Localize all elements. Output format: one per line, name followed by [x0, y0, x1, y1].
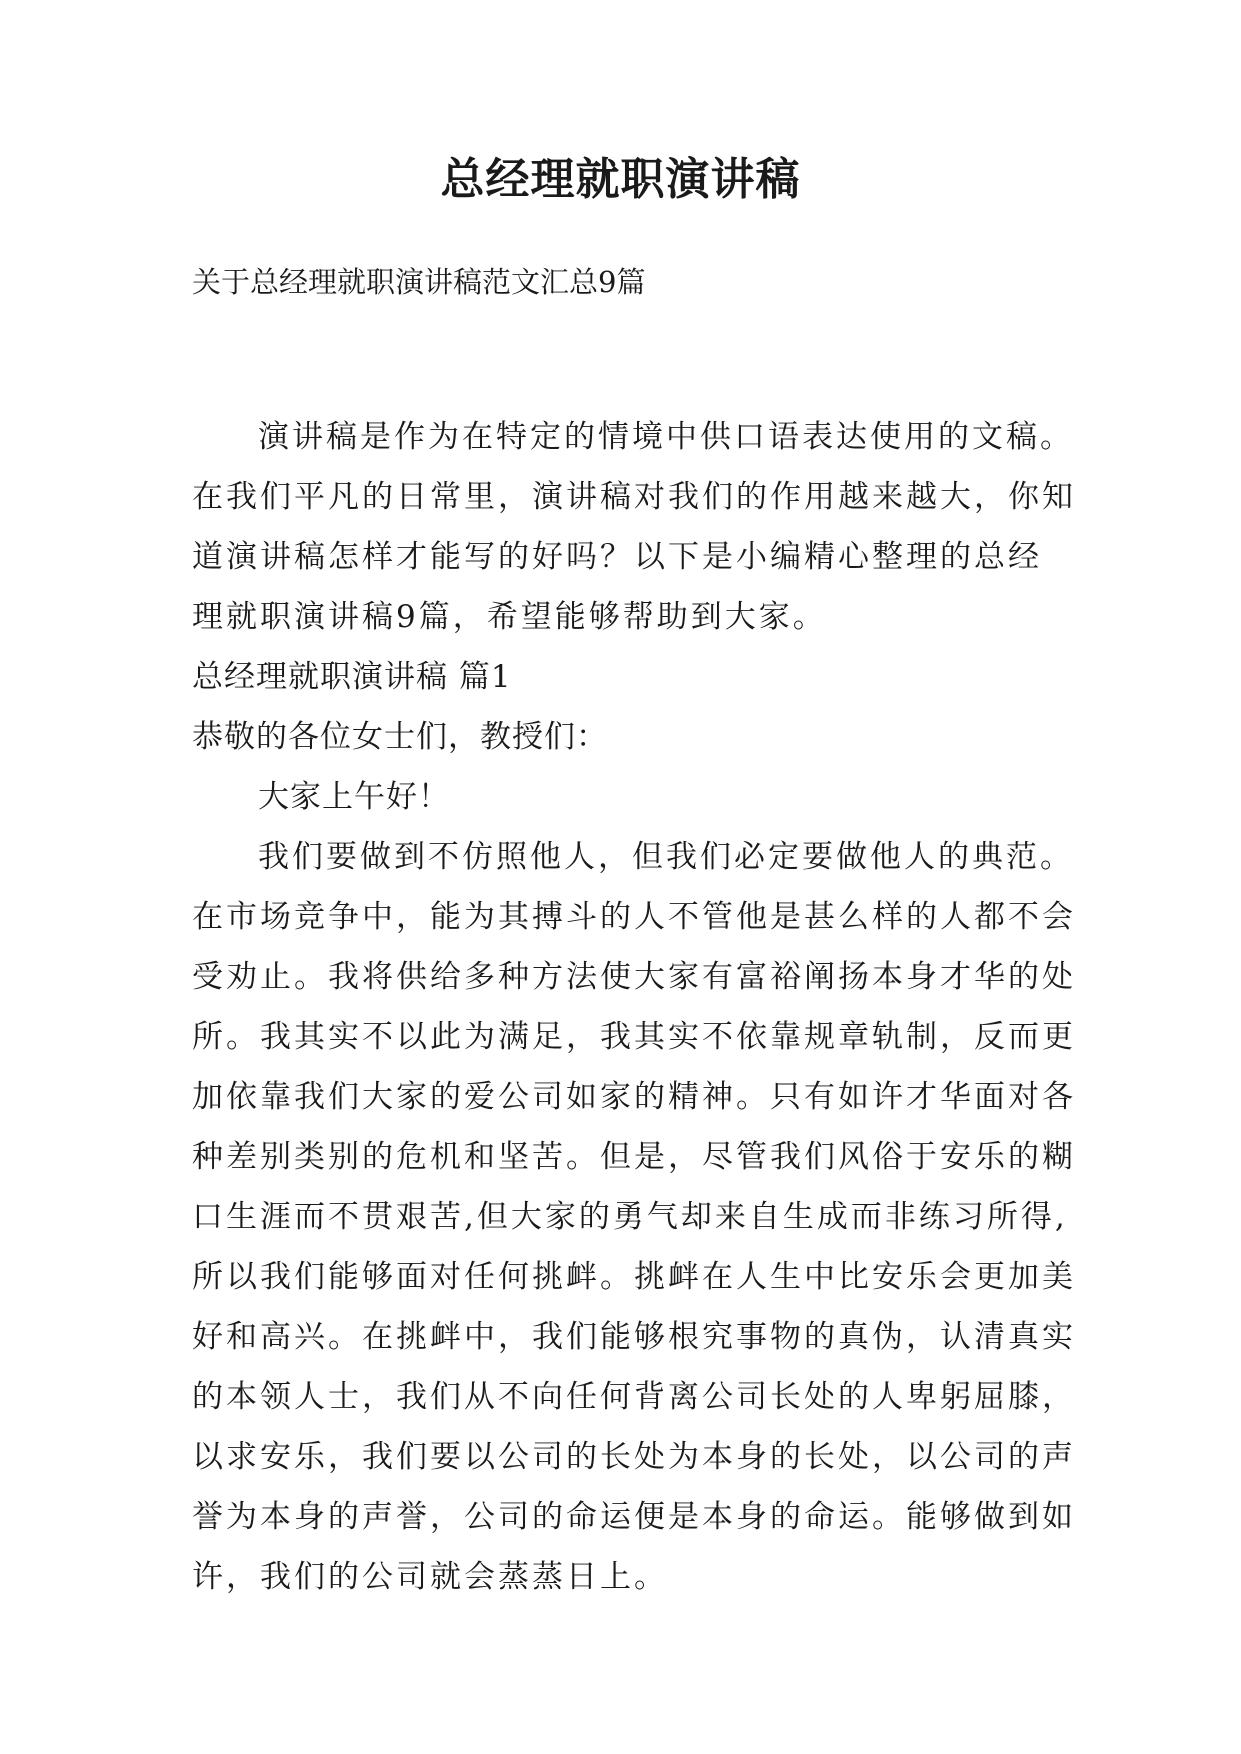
body-line-10: 的本领人士，我们从不向任何背离公司长处的人卑躬屈膝， [192, 1379, 1076, 1415]
body-line-13: 许，我们的公司就会蒸蒸日上。 [192, 1559, 668, 1595]
body-line-8: 所以我们能够面对任何挑衅。挑衅在人生中比安乐会更加美 [192, 1259, 1076, 1295]
intro-line-3: 道演讲稿怎样才能写的好吗？以下是小编精心整理的总经 [192, 539, 1042, 575]
body-line-7: 口生涯而不贯艰苦,但大家的勇气却来自生成而非练习所得, [192, 1199, 1068, 1235]
body-line-11: 以求安乐，我们要以公司的长处为本身的长处，以公司的声 [192, 1439, 1076, 1475]
body-line-9: 好和高兴。在挑衅中，我们能够根究事物的真伪，认清真实 [192, 1319, 1076, 1355]
intro-line-1: 演讲稿是作为在特定的情境中供口语表达使用的文稿。 [258, 419, 1074, 455]
salutation: 恭敬的各位女士们，教授们： [192, 719, 608, 755]
document-body [192, 407, 1076, 1607]
greeting: 大家上午好！ [258, 779, 450, 815]
intro-line-2: 在我们平凡的日常里，演讲稿对我们的作用越来越大，你知 [192, 479, 1076, 515]
body-line-3: 受劝止。我将供给多种方法使大家有富裕阐扬本身才华的处 [192, 959, 1076, 995]
body-line-6: 种差别类别的危机和坚苦。但是，尽管我们风俗于安乐的糊 [192, 1139, 1076, 1175]
body-line-12: 誉为本身的声誉，公司的命运便是本身的命运。能够做到如 [192, 1499, 1076, 1535]
body-line-2: 在市场竞争中，能为其搏斗的人不管他是甚么样的人都不会 [192, 899, 1076, 935]
body-line-5: 加依靠我们大家的爱公司如家的精神。只有如许才华面对各 [192, 1079, 1076, 1115]
body-line-4: 所。我其实不以此为满足，我其实不依靠规章轨制，反而更 [192, 1019, 1076, 1055]
body-line-1: 我们要做到不仿照他人，但我们必定要做他人的典范。 [258, 839, 1074, 875]
document-subtitle: 关于总经理就职演讲稿范文汇总9篇 [192, 265, 646, 299]
section-heading: 总经理就职演讲稿 篇1 [192, 659, 512, 695]
document-title: 总经理就职演讲稿 [440, 154, 801, 205]
intro-line-4: 理就职演讲稿9篇，希望能够帮助到大家。 [192, 599, 827, 635]
